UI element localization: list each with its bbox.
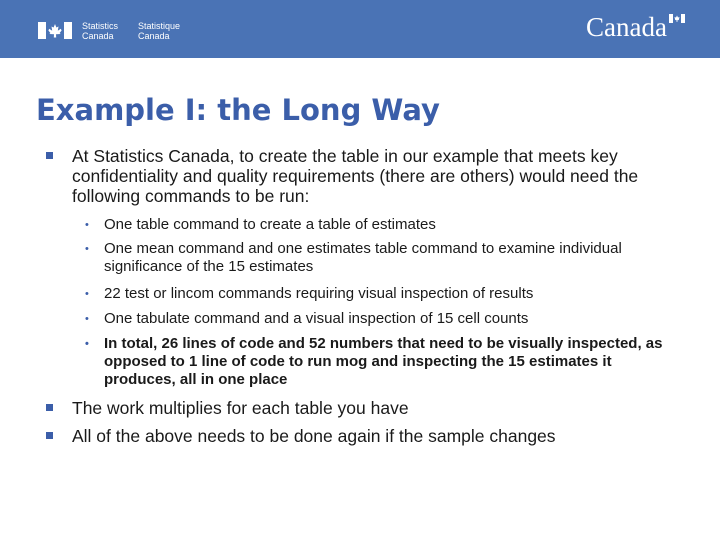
sub-bullet-item <box>85 285 674 303</box>
square-bullet-icon <box>46 152 53 159</box>
square-bullet-icon <box>46 404 53 411</box>
sub-bullet-item <box>85 310 674 328</box>
sub-bullet-text: One tabulate command and a visual inspection of 15 cell counts <box>104 310 529 327</box>
sub-bullet-text: In total, 26 lines of code and 52 numbers that need to be visually inspected, as opposed to 1 line of code to run mog and inspecting the 15 estimates it produces, all in one place <box>104 335 663 388</box>
sub-bullet-text: One mean command and one estimates table command to examine individual significance of the 15 estimates <box>104 240 622 275</box>
square-bullet-icon <box>46 432 53 439</box>
bullet-text: The work multiplies for each table you have <box>72 398 409 418</box>
dot-bullet-icon: • <box>85 338 89 350</box>
bullet-item <box>72 146 682 206</box>
sub-bullet-item <box>85 335 674 389</box>
wordmark-flag-icon <box>669 14 685 23</box>
sub-bullet-text: One table command to create a table of estimates <box>104 216 436 233</box>
dot-bullet-icon: • <box>85 219 89 231</box>
canada-wordmark: Canada <box>586 12 667 42</box>
sub-bullet-item <box>85 240 674 276</box>
dot-bullet-icon: • <box>85 288 89 300</box>
bullet-text: All of the above needs to be done again if the sample changes <box>72 426 556 446</box>
dot-bullet-icon: • <box>85 313 89 325</box>
slide-title: Example I: the Long Way <box>36 93 440 127</box>
bullet-text: At Statistics Canada, to create the table in our example that meets key confidentiality and quality requirements (there are others) would need the following commands to be run: <box>72 146 639 206</box>
dot-bullet-icon: • <box>85 243 89 255</box>
canada-flag-icon <box>38 22 72 39</box>
header-banner <box>0 0 720 58</box>
sub-bullet-text: 22 test or lincom commands requiring visual inspection of results <box>104 285 534 302</box>
bullet-item <box>72 398 682 418</box>
sub-bullet-item <box>85 216 674 234</box>
department-name-french: Statistique Canada <box>138 21 181 41</box>
department-name-english: Statistics Canada <box>82 21 119 41</box>
bullet-item <box>72 426 682 446</box>
